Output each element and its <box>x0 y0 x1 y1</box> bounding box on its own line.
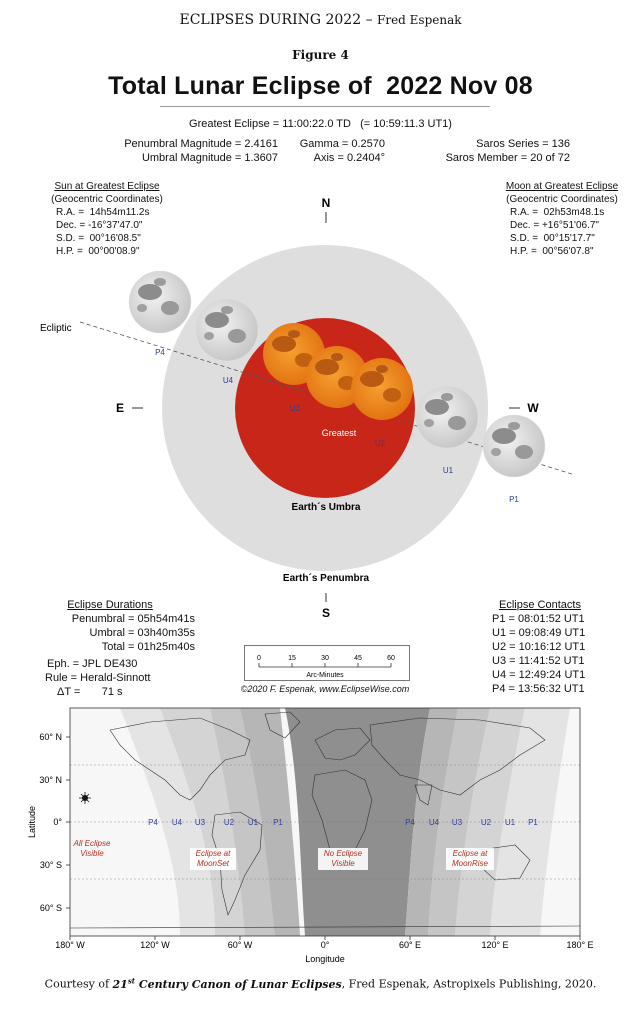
sun-heading: Sun at Greatest Eclipse <box>54 181 160 192</box>
all-visible-label-1: All Eclipse <box>73 839 111 848</box>
map-zone-label: U1 <box>247 818 259 827</box>
duration-penumbral: Penumbral = 05h54m41s <box>71 613 195 625</box>
contact-u4: U4 = 12:49:24 UT1 <box>492 669 586 681</box>
west-label: W <box>527 401 539 415</box>
penumbra-label: Earth´s Penumbra <box>282 573 370 584</box>
umbra-label: Earth´s Umbra <box>291 502 361 513</box>
map-zone-label: P4 <box>148 818 158 827</box>
contact-u1: U1 = 09:08:49 UT1 <box>492 627 586 639</box>
sun-sd: S.D. = 00°16'08.5" <box>56 233 141 244</box>
no-eclipse-label-2: Visible <box>331 859 355 868</box>
duration-total: Total = 01h25m40s <box>101 641 195 653</box>
east-label: E <box>115 401 125 415</box>
longitude-tick-label: 0° <box>320 940 330 950</box>
page-title: Total Lunar Eclipse of 2022 Nov 08 <box>108 72 533 100</box>
visibility-map <box>0 700 641 970</box>
axis: Axis = 0.2404° <box>313 152 385 164</box>
scale-unit: Arc-Minutes <box>306 672 344 679</box>
longitude-tick-label: 120° E <box>481 940 509 950</box>
map-zone-label: U4 <box>171 818 183 827</box>
all-visible-label-2: Visible <box>80 849 104 858</box>
moon-u2 <box>351 358 413 420</box>
footer-century-sup: st <box>127 976 136 985</box>
footer-prefix: Courtesy of <box>44 977 113 991</box>
contact-u3-label: U3 <box>289 404 301 413</box>
moon-p4 <box>129 271 191 333</box>
latitude-tick-label: 0° <box>53 817 62 827</box>
scale-tick-label: 30 <box>321 655 329 662</box>
arcminute-scale <box>244 645 410 681</box>
header-dash: – <box>365 12 373 28</box>
contact-p1-label: P1 <box>509 495 519 504</box>
moon-u1 <box>416 386 478 448</box>
saros-member: Saros Member = 20 of 72 <box>445 152 570 164</box>
contact-p1: P1 = 08:01:52 UT1 <box>492 613 585 625</box>
no-eclipse-label-1: No Eclipse <box>323 849 363 858</box>
south-label: S <box>321 606 331 620</box>
rule-line: Rule = Herald-Sinnott <box>45 672 151 684</box>
durations-heading: Eclipse Durations <box>67 599 153 611</box>
scale-tick-label: 15 <box>288 655 296 662</box>
moon-dec: Dec. = +16°51'06.7" <box>510 220 599 231</box>
map-zone-label: P4 <box>405 818 415 827</box>
greatest-label: Greatest <box>321 428 357 438</box>
series-title: ECLIPSES DURING 2022 <box>179 12 362 28</box>
moon-hp: H.P. = 00°56'07.8" <box>510 246 594 257</box>
latitude-tick-label: 60° S <box>39 903 62 913</box>
footer-century-num: 21 <box>112 977 128 991</box>
scale-tick-label: 60 <box>387 655 395 662</box>
moon-p1 <box>483 415 545 477</box>
moon-sd: S.D. = 00°15'17.7" <box>510 233 595 244</box>
contacts-heading: Eclipse Contacts <box>499 599 581 611</box>
contacts-block <box>492 598 622 696</box>
longitude-tick-label: 60° W <box>227 940 253 950</box>
moonrise-label-2: MoonRise <box>451 859 489 868</box>
header-author: Fred Espenak <box>377 13 462 27</box>
durations-block <box>40 598 200 654</box>
series-header <box>0 12 641 28</box>
greatest-eclipse: Greatest Eclipse = 11:00:22.0 TD (= 10:59:11.3 UT1) <box>189 118 452 130</box>
gamma: Gamma = 0.2570 <box>299 138 385 150</box>
longitude-tick-label: 60° E <box>398 940 422 950</box>
contact-u2-label: U2 <box>374 439 386 448</box>
penumbral-magnitude: Penumbral Magnitude = 2.4161 <box>124 138 278 150</box>
eclipse-diagram <box>0 190 641 630</box>
longitude-tick-label: 180° W <box>55 940 85 950</box>
footer-credit <box>0 976 641 991</box>
saros-series: Saros Series = 136 <box>476 138 570 150</box>
latitude-axis-label: Latitude <box>27 805 37 839</box>
latitude-tick-label: 30° N <box>39 775 62 785</box>
umbral-magnitude: Umbral Magnitude = 1.3607 <box>141 152 278 164</box>
north-label: N <box>321 196 331 210</box>
delta-t-line: ΔT = 71 s <box>57 686 123 698</box>
moon-heading: Moon at Greatest Eclipse <box>505 181 619 192</box>
moonset-label-2: MoonSet <box>196 859 230 868</box>
longitude-tick-label: 180° E <box>566 940 594 950</box>
footer-suffix: , Fred Espenak, Astropixels Publishing, 2020. <box>341 977 597 991</box>
figure-label: Figure 4 <box>292 48 349 62</box>
duration-umbral: Umbral = 03h40m35s <box>89 627 195 639</box>
moonset-label-1: Eclipse at <box>195 849 231 858</box>
scale-tick-label: 45 <box>354 655 362 662</box>
contact-u3: U3 = 11:41:52 UT1 <box>492 655 585 667</box>
moon-coords: (Geocentric Coordinates) <box>506 194 618 205</box>
contact-u2: U2 = 10:16:12 UT1 <box>492 641 586 653</box>
copyright: ©2020 F. Espenak, www.EclipseWise.com <box>240 684 410 694</box>
contact-u4-label: U4 <box>222 376 234 385</box>
sun-dec: Dec. = -16°37'47.0" <box>56 220 143 231</box>
map-zone-label: P1 <box>528 818 538 827</box>
map-zone-label: U4 <box>428 818 440 827</box>
longitude-axis-label: Longitude <box>305 954 345 964</box>
map-zone-label: U1 <box>504 818 516 827</box>
map-zone-label: U2 <box>223 818 235 827</box>
moon-ra: R.A. = 02h53m48.1s <box>510 207 605 218</box>
sun-ra: R.A. = 14h54m11.2s <box>56 207 150 218</box>
moon-u4 <box>196 299 258 361</box>
contact-p4-label: P4 <box>155 348 165 357</box>
sun-coords: (Geocentric Coordinates) <box>51 194 163 205</box>
ephemeris-block <box>40 657 200 699</box>
latitude-tick-label: 60° N <box>39 732 62 742</box>
latitude-tick-label: 30° S <box>39 860 62 870</box>
moonrise-label-1: Eclipse at <box>452 849 488 858</box>
map-zone-label: U2 <box>480 818 492 827</box>
longitude-tick-label: 120° W <box>140 940 170 950</box>
contact-p4: P4 = 13:56:32 UT1 <box>492 683 585 695</box>
ecliptic-label: Ecliptic <box>40 323 72 334</box>
footer-book: Century Canon of Lunar Eclipses <box>135 977 342 991</box>
contact-u1-label: U1 <box>442 466 454 475</box>
map-zone-label: P1 <box>273 818 283 827</box>
sun-hp: H.P. = 00°00'08.9" <box>56 246 140 257</box>
title-rule <box>160 106 490 107</box>
scale-tick-label: 0 <box>257 655 261 662</box>
map-zone-label: U3 <box>194 818 206 827</box>
eph-line: Eph. = JPL DE430 <box>47 658 138 670</box>
map-zone-label: U3 <box>451 818 463 827</box>
